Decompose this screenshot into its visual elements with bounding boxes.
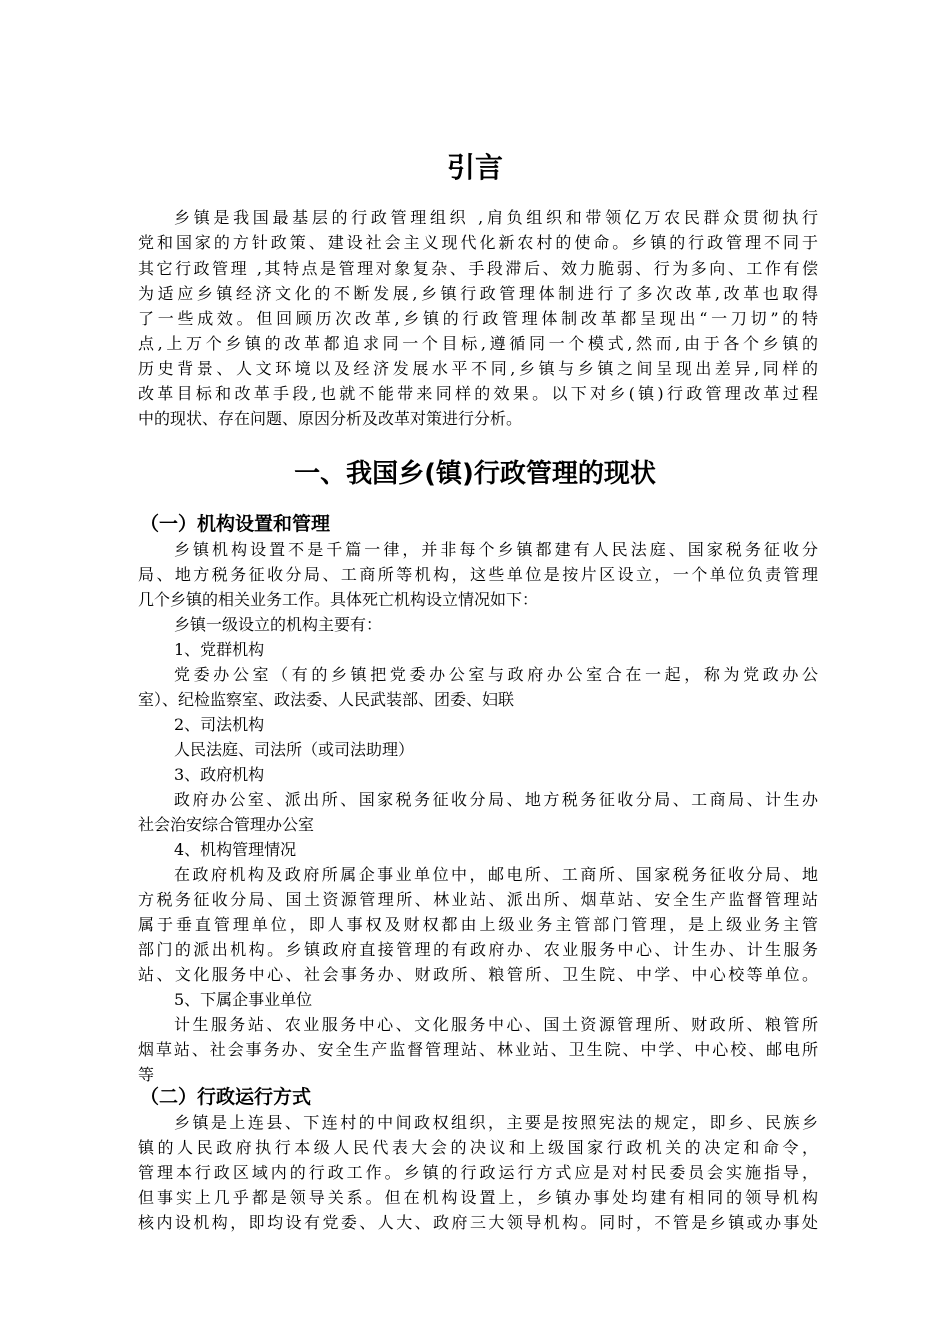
intro-line: 历史背景、人文环境以及经济发展水平不同,乡镇与乡镇之间呈现出差异,同样的 (138, 359, 818, 378)
body-line: 站、文化服务中心、社会事务办、财政所、粮管所、卫生院、中学、中心校等单位。 (138, 965, 818, 984)
body-line: 镇的人民政府执行本级人民代表大会的决议和上级国家行政机关的决定和命令， (138, 1138, 818, 1157)
body-line: 在政府机构及政府所属企事业单位中，邮电所、工商所、国家税务征收分局、地 (174, 865, 818, 884)
intro-line: 乡镇是我国最基层的行政管理组织 ,肩负组织和带领亿万农民群众贯彻执行 (174, 208, 818, 227)
subsection-title: （一）机构设置和管理 (140, 513, 331, 535)
body-line: 方税务征收分局、国土资源管理所、林业站、派出所、烟草站、安全生产监督管理站 (138, 890, 818, 909)
body-line: 核内设机构，即均设有党委、人大、政府三大领导机构。同时，不管是乡镇或办事处 (138, 1213, 818, 1232)
body-line: 党委办公室（有的乡镇把党委办公室与政府办公室合在一起，称为党政办公 (174, 665, 818, 684)
body-line: 乡镇一级设立的机构主要有： (174, 615, 383, 634)
body-line: 人民法庭、司法所（或司法助理） (174, 740, 415, 759)
section-title: 一、我国乡(镇)行政管理的现状 (294, 459, 656, 489)
list-heading: 5、下属企事业单位 (174, 990, 313, 1009)
intro-line: 为适应乡镇经济文化的不断发展,乡镇行政管理体制进行了多次改革,改革也取得 (138, 284, 818, 303)
body-line: 管理本行政区域内的行政工作。乡镇的行政运行方式应是对村民委员会实施指导， (138, 1163, 818, 1182)
list-heading: 2、司法机构 (174, 715, 265, 734)
body-line: 几个乡镇的相关业务工作。具体死亡机构设立情况如下： (138, 590, 539, 609)
intro-line: 中的现状、存在问题、原因分析及改革对策进行分析。 (138, 409, 523, 428)
intro-line: 点,上万个乡镇的改革都追求同一个目标,遵循同一个模式,然而,由于各个乡镇的 (138, 334, 818, 353)
body-line: 乡镇机构设置不是千篇一律，并非每个乡镇都建有人民法庭、国家税务征收分 (174, 540, 818, 559)
intro-line: 改革目标和改革手段,也就不能带来同样的效果。以下对乡(镇)行政管理改革过程 (138, 384, 818, 403)
body-line: 室）、纪检监察室、政法委、人民武装部、团委、妇联 (138, 690, 515, 709)
body-line: 属于垂直管理单位，即人事权及财权都由上级业务主管部门管理，是上级业务主管 (138, 915, 818, 934)
intro-line: 其它行政管理 ,其特点是管理对象复杂、手段滞后、效力脆弱、行为多向、工作有偿 (138, 259, 818, 278)
subsection-title: （二）行政运行方式 (140, 1086, 312, 1108)
body-line: 乡镇是上连县、下连村的中间政权组织，主要是按照宪法的规定，即乡、民族乡 (174, 1113, 818, 1132)
list-heading: 3、政府机构 (174, 765, 265, 784)
body-line: 政府办公室、派出所、国家税务征收分局、地方税务征收分局、工商局、计生办 (174, 790, 818, 809)
body-line: 部门的派出机构。乡镇政府直接管理的有政府办、农业服务中心、计生办、计生服务 (138, 940, 818, 959)
body-line: 等 (138, 1065, 155, 1084)
intro-line: 了一些成效。但回顾历次改革,乡镇的行政管理体制改革都呈现出“一刀切”的特 (138, 309, 818, 328)
intro-line: 党和国家的方针政策、建设社会主义现代化新农村的使命。乡镇的行政管理不同于 (138, 233, 818, 252)
body-line: 烟草站、社会事务办、安全生产监督管理站、林业站、卫生院、中学、中心校、邮电所 (138, 1040, 818, 1059)
body-line: 社会治安综合管理办公室 (138, 815, 315, 834)
list-heading: 4、机构管理情况 (174, 840, 297, 859)
body-line: 计生服务站、农业服务中心、文化服务中心、国土资源管理所、财政所、粮管所 (174, 1015, 818, 1034)
body-line: 但事实上几乎都是领导关系。但在机构设置上，乡镇办事处均建有相同的领导机构 (138, 1188, 818, 1207)
list-heading: 1、党群机构 (174, 640, 265, 659)
body-line: 局、地方税务征收分局、工商所等机构，这些单位是按片区设立，一个单位负责管理 (138, 565, 818, 584)
intro-title: 引言 (446, 151, 503, 184)
